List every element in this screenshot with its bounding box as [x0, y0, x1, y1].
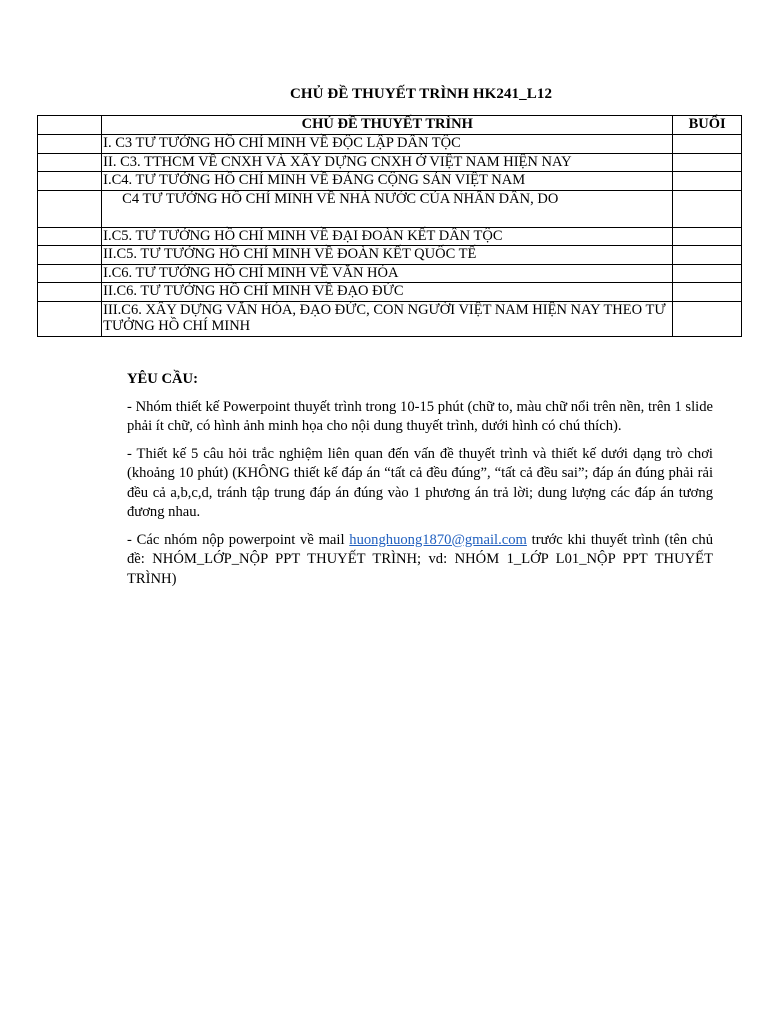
blank-cell: [38, 135, 102, 154]
requirement-item-1: - Nhóm thiết kế Powerpoint thuyết trình trong 10-15 phút (chữ to, màu chữ nổi trên nền, trên 1 slide phải ít chữ, có hình ảnh minh họa cho nội dung thuyết trình, dưới hình có chú thích).: [127, 398, 713, 434]
session-cell: [673, 246, 742, 265]
topic-cell: I.C4. TƯ TƯỞNG HỒ CHÍ MINH VỀ ĐẢNG CỘNG SẢN VIỆT NAM: [102, 172, 673, 191]
requirements-section: [127, 370, 713, 597]
requirement-item-3: [127, 531, 713, 590]
topics-table: [37, 115, 742, 337]
topic-cell: I.C6. TƯ TƯỞNG HỒ CHÍ MINH VỀ VĂN HÓA: [102, 264, 673, 283]
topic-cell: II.C6. TƯ TƯỞNG HỒ CHÍ MINH VỀ ĐẠO ĐỨC: [102, 283, 673, 302]
topic-cell: II. C3. TTHCM VỀ CNXH VÀ XÂY DỰNG CNXH Ở VIỆT NAM HIỆN NAY: [102, 153, 673, 172]
topic-cell: I. C3 TƯ TƯỞNG HỒ CHÍ MINH VỀ ĐỘC LẬP DÂN TỘC: [102, 135, 673, 154]
blank-cell: [38, 227, 102, 246]
table-row: [38, 264, 742, 283]
header-session: BUỔI: [673, 116, 742, 135]
header-blank-cell: [38, 116, 102, 135]
blank-cell: [38, 264, 102, 283]
session-cell: [673, 301, 742, 336]
session-cell: [673, 283, 742, 302]
requirements-heading: YÊU CẦU:: [127, 371, 198, 387]
email-link[interactable]: huonghuong1870@gmail.com: [349, 531, 527, 548]
table-row: [38, 135, 742, 154]
requirement-item-3-prefix: - Các nhóm nộp powerpoint về mail: [127, 531, 350, 548]
session-cell: [673, 172, 742, 191]
topic-cell: II.C5. TƯ TƯỞNG HỒ CHÍ MINH VỀ ĐOÀN KẾT QUỐC TẾ: [102, 246, 673, 265]
table-row: [38, 172, 742, 191]
table-header-row: [38, 116, 742, 135]
table-row: [38, 153, 742, 172]
blank-cell: [38, 190, 102, 227]
session-cell: [673, 264, 742, 283]
topic-cell: C4 TƯ TƯỞNG HỒ CHÍ MINH VỀ NHÀ NƯỚC CỦA NHÂN DÂN, DO: [102, 190, 673, 227]
topic-cell: I.C5. TƯ TƯỞNG HỒ CHÍ MINH VỀ ĐẠI ĐOÀN KẾT DÂN TỘC: [102, 227, 673, 246]
requirement-item-2: - Thiết kế 5 câu hỏi trắc nghiệm liên quan đến vấn đề thuyết trình và thiết kế dưới dạng trò chơi (khoảng 10 phút) (KHÔNG thiết kế đáp án “tất cả đều đúng”, “tất cả đều sai”; đáp án đúng phải rải đều cả a,b,c,d, tránh tập trung đáp án đúng vào 1 phương án trả lời; dung lượng các đáp án tương đương nhau.: [127, 445, 713, 520]
table-row: [38, 301, 742, 336]
blank-cell: [38, 301, 102, 336]
document-title: CHỦ ĐỀ THUYẾT TRÌNH HK241_L12: [289, 86, 553, 102]
blank-cell: [38, 246, 102, 265]
blank-cell: [38, 283, 102, 302]
blank-cell: [38, 172, 102, 191]
table-row: [38, 227, 742, 246]
header-topic: CHỦ ĐỀ THUYẾT TRÌNH: [102, 116, 673, 135]
session-cell: [673, 190, 742, 227]
session-cell: [673, 153, 742, 172]
session-cell: [673, 135, 742, 154]
session-cell: [673, 227, 742, 246]
table-row: [38, 190, 742, 227]
topic-cell: III.C6. XÂY DỰNG VĂN HÓA, ĐẠO ĐỨC, CON NGƯỜI VIỆT NAM HIỆN NAY THEO TƯ TƯỞNG HỒ CHÍ MINH: [102, 301, 673, 336]
blank-cell: [38, 153, 102, 172]
table-row: [38, 283, 742, 302]
table-row: [38, 246, 742, 265]
requirement-item-3-suffix: trước khi thuyết trình (tên chủ đề: NHÓM_LỚP_NỘP PPT THUYẾT TRÌNH; vd: NHÓM 1_LỚP L01_NỘP PPT THUYẾT TRÌNH): [127, 531, 713, 587]
